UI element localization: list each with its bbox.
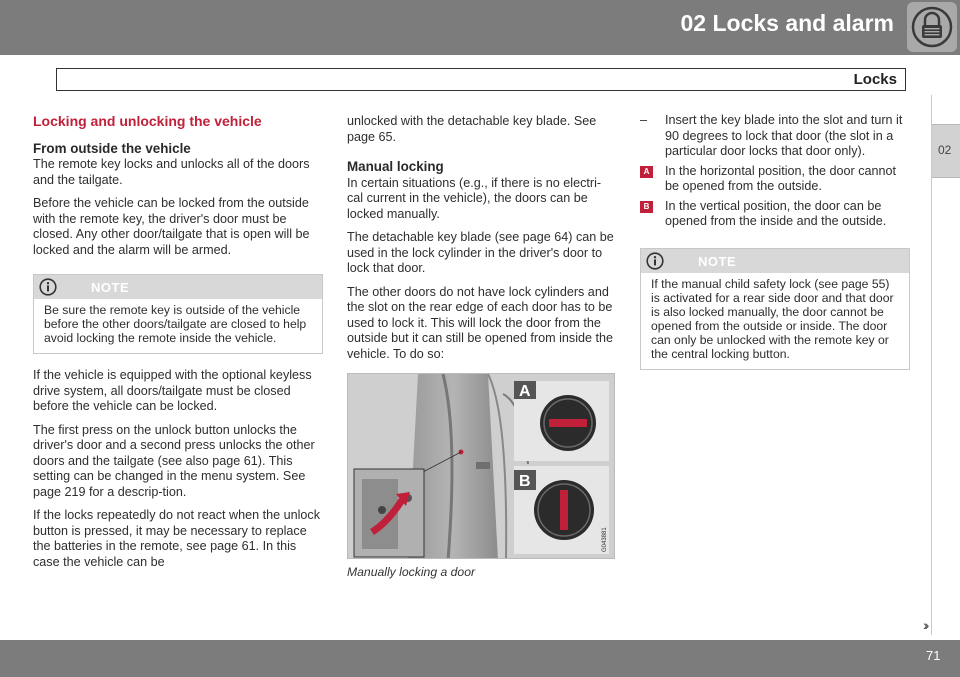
chapter-title: 02 Locks and alarm xyxy=(680,10,894,36)
chapter-tab-label: 02 xyxy=(938,143,952,157)
slot-horizontal-marker xyxy=(549,419,587,427)
position-b-item xyxy=(640,199,910,230)
paragraph: Before the vehicle can be locked from the outside with the remote key, the driver's door must be closed. Any other door/tailgate that is open will be locked and the alarm will be armed. xyxy=(33,196,310,257)
main-heading: Locking and unlocking the vehicle xyxy=(33,113,262,129)
column-2 xyxy=(347,114,615,581)
paragraph: If the vehicle is equipped with the optional keyless drive system, all doors/tailgate must be closed before the vehicle can be locked. xyxy=(33,368,312,413)
badge-b: B xyxy=(640,201,653,213)
paragraph: The other doors do not have lock cylinders and the slot on the rear edge of each door has to be used to lock it. This will lock the door from the outside but it can still be opened from inside the vehicle. To do so: xyxy=(347,284,614,361)
figure-label-b: B xyxy=(519,473,531,490)
section-title: Locks xyxy=(853,71,897,88)
paragraph: unlocked with the detachable key blade. See page 65. xyxy=(347,114,597,144)
subheading-outside: From outside the vehicle xyxy=(33,140,191,156)
paragraph: The first press on the unlock button unlocks the driver's door and a second press unlocks the other doors and the tailgate (see also page 61). This setting can be changed in the menu system. See page 219 for a descrip-tion. xyxy=(33,422,315,499)
door-lock-illustration xyxy=(347,373,615,559)
note-text: Be sure the remote key is outside of the vehicle before the other doors/tailgate are closed to help avoid locking the remote inside the vehicle. xyxy=(44,303,307,345)
paragraph: The remote key locks and unlocks all of the doors and the tailgate. xyxy=(33,157,310,187)
slot-vertical-marker xyxy=(560,490,568,530)
footer-band xyxy=(0,640,960,677)
step-text: Insert the key blade into the slot and turn it 90 degrees to lock that door (the slot in a particular door locks that door only). xyxy=(665,113,903,158)
position-a-item xyxy=(640,164,910,195)
note-label: NOTE xyxy=(91,280,130,295)
step-dash: – xyxy=(640,113,648,127)
badge-a: A xyxy=(640,166,653,178)
procedure-step xyxy=(640,113,910,160)
position-a-text: In the horizontal position, the door cannot be opened from the outside. xyxy=(665,163,897,193)
page-number: 71 xyxy=(926,648,941,663)
position-b-text: In the vertical position, the door can be opened from the inside and the outside. xyxy=(665,198,887,228)
paragraph: If the locks repeatedly do not react when the unlock button is pressed, it may be necessary to replace the batteries in the remote, see page 61. In this case the vehicle can be xyxy=(33,508,321,569)
next-page-icon[interactable]: ›› xyxy=(923,617,927,633)
column-3 xyxy=(640,113,910,384)
note-header xyxy=(34,275,322,299)
subheading-manual-locking: Manual locking xyxy=(347,159,444,174)
paragraph: The detachable key blade (see page 64) can be used in the lock cylinder in the driver's door to lock that door. xyxy=(347,230,614,275)
note-box xyxy=(640,248,910,370)
info-icon xyxy=(39,278,57,296)
note-text: If the manual child safety lock (see page 55) is activated for a rear side door and that door is also locked manually, the door cannot be opened from the outside or inside. The door can only be unlocked with the remote key or the central locking button. xyxy=(651,276,894,361)
column-1 xyxy=(33,114,323,578)
lock-icon xyxy=(907,2,957,52)
figure-caption: Manually locking a door xyxy=(347,565,476,579)
note-label: NOTE xyxy=(698,253,737,269)
note-header xyxy=(641,249,909,273)
paragraph: In certain situations (e.g., if there is no electri-cal current in the vehicle), the doors can be locked manually. xyxy=(347,175,602,221)
section-bar xyxy=(56,68,906,91)
info-icon xyxy=(646,252,664,270)
figure-code: G043881 xyxy=(602,527,608,552)
figure-label-a: A xyxy=(519,383,531,400)
note-box xyxy=(33,274,323,354)
